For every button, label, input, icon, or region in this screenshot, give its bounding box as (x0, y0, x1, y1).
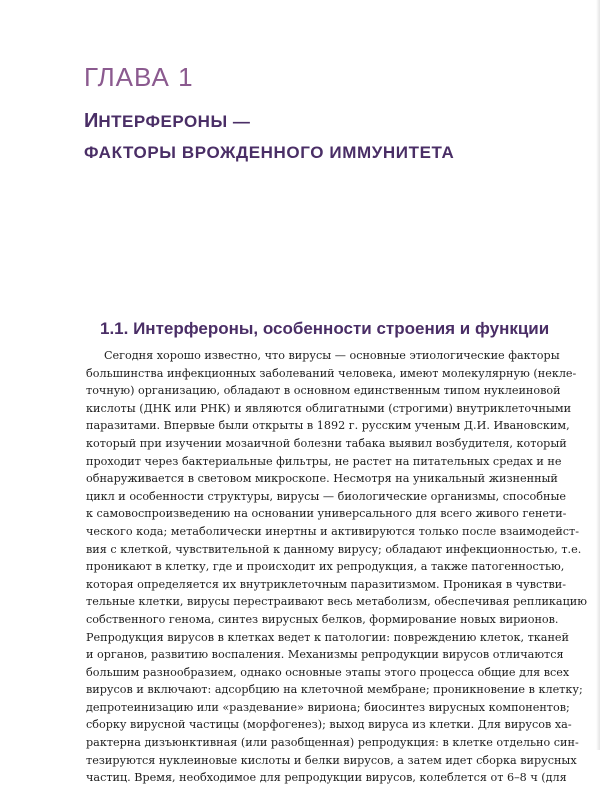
text-line: Репродукция вирусов в клетках ведет к патологии: повреждению клеток, тканей (86, 630, 570, 644)
text-line: большинства инфекционных заболеваний человека, имеют молекулярную (некле- (86, 366, 577, 380)
text-line: ческого кода; метаболически инертны и активируются только после взаимодейст- (86, 524, 580, 538)
text-line: собственного генома, синтез вирусных белков, формирование новых вирионов. (86, 612, 559, 626)
text-line: и органов, развитию воспаления. Механизмы репродукции вирусов отличаются (86, 648, 564, 662)
text-line: который при изучении мозаичной болезни табака выявил возбудителя, который (86, 436, 567, 450)
text-line: которая определяется их внутриклеточным паразитизмом. Проникая в чувстви- (86, 577, 567, 591)
text-line: сборку вирусной частицы (морфогенез); выход вируса из клетки. Для вирусов ха- (86, 718, 572, 732)
text-line: Сегодня хорошо известно, что вирусы — основные этиологические факторы (104, 349, 560, 362)
text-line: частиц. Время, необходимое для репродукции вирусов, колеблется от 6–8 ч (для (86, 771, 567, 785)
text-line: кислоты (ДНК или РНК) и являются облигатными (строгими) внутриклеточными (86, 401, 572, 415)
body-paragraph (86, 347, 587, 787)
text-line: вирусов и включают: адсорбцию на клеточной мембране; проникновение в клетку; (86, 683, 583, 697)
text-line: депротеинизацию или «раздевание» вириона; биосинтез вирусных компонентов; (86, 700, 570, 714)
chapter-label: ГЛАВА 1 (84, 62, 194, 92)
text-line: обнаруживается в световом микроскопе. Несмотря на уникальный жизненный (86, 472, 558, 486)
text-line: рактерна дизъюнктивная (или разобщенная) репродукция: в клетке отдельно син- (86, 736, 579, 750)
chapter-title-line-1 (84, 110, 250, 133)
text-line: проникают в клетку, где и происходит их репродукция, а также патогенностью, (86, 560, 565, 574)
text-line: паразитами. Впервые были открыты в 1892 г. русским ученым Д.И. Ивановским, (86, 419, 570, 433)
text-line: вия с клеткой, чувствительной к данному вирусу; обладают инфекционностью, т.е. (86, 542, 582, 556)
text-line: тельные клетки, вирусы перестраивают весь метаболизм, обеспечивая репликацию (86, 595, 587, 609)
text-line: тезируются нуклеиновые кислоты и белки вирусов, а затем идет сборка вирусных (86, 753, 577, 767)
text-line: к самовоспроизведению на основании универсального для всего живого генети- (86, 507, 567, 521)
chapter-title-initial: И (84, 110, 99, 132)
text-line: цикл и особенности структуры, вирусы — биологические организмы, способные (86, 489, 566, 503)
page-edge-shadow (596, 0, 600, 750)
chapter-title-line-2: ФАКТОРЫ ВРОЖДЕННОГО ИММУНИТЕТА (84, 143, 455, 162)
text-line: большим разнообразием, однако основные этапы этого процесса общие для всех (86, 665, 570, 679)
text-line: точную) организацию, обладают в основном единственным типом нуклеиновой (86, 384, 561, 398)
section-heading: 1.1. Интерфероны, особенности строения и функции (100, 319, 550, 338)
text-line: проходит через бактериальные фильтры, не растет на питательных средах и не (86, 454, 562, 468)
chapter-title-rest: НТЕРФЕРОНЫ — (98, 112, 251, 131)
